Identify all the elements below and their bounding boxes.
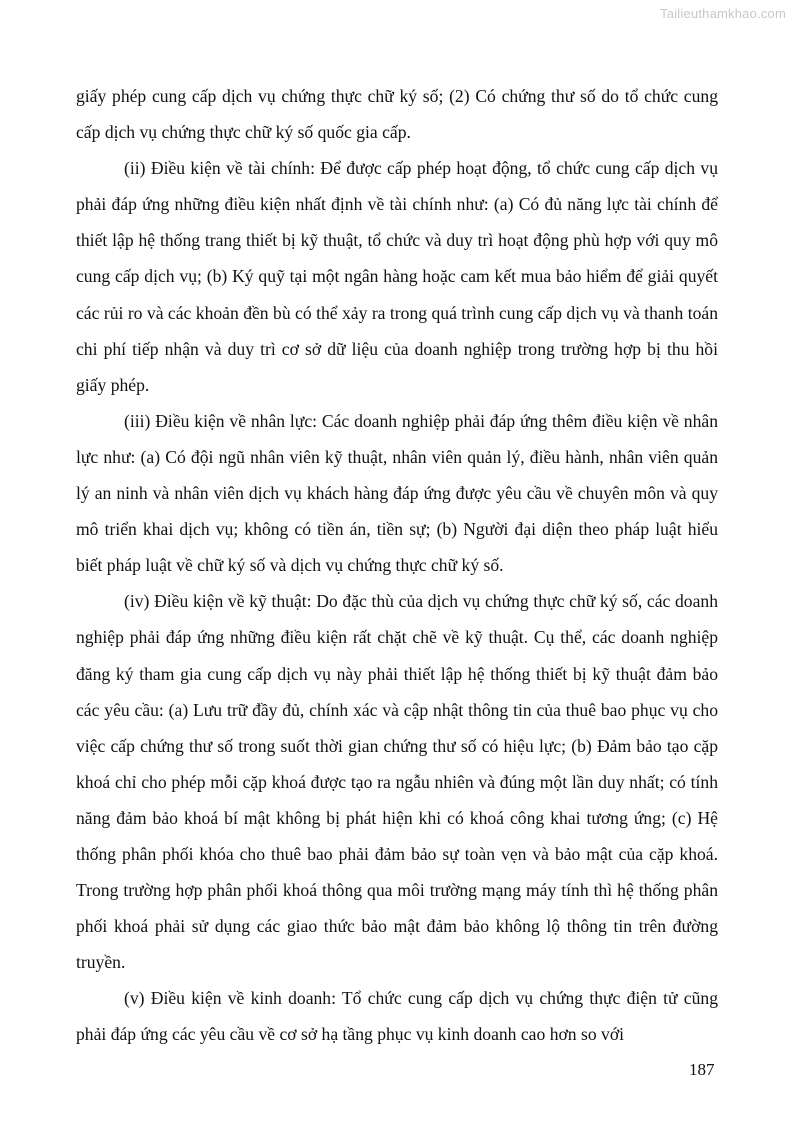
watermark-text: Tailieuthamkhao.com [660,6,786,21]
paragraph-business-conditions: (v) Điều kiện về kinh doanh: Tổ chức cung cấp dịch vụ chứng thực điện tử cũng phải đáp ứng các yêu cầu về cơ sở hạ tầng phục vụ kinh doanh cao hơn so với [76,988,718,1045]
page-number: 187 [689,1060,715,1079]
paragraph-financial-conditions: (ii) Điều kiện về tài chính: Để được cấp phép hoạt động, tổ chức cung cấp dịch vụ phải đáp ứng những điều kiện nhất định về tài chính như: (a) Có đủ năng lực tài chính để thiết lập hệ thống trang thiết bị kỹ thuật, tổ chức và duy trì hoạt động phù hợp với quy mô cung cấp dịch vụ; (b) Ký quỹ tại một ngân hàng hoặc cam kết mua bảo hiểm để giải quyết các rủi ro và các khoản đền bù có thể xảy ra trong quá trình cung cấp dịch vụ và thanh toán chi phí tiếp nhận và duy trì cơ sở dữ liệu của doanh nghiệp trong trường hợp bị thu hồi giấy phép. [76,158,718,395]
paragraph-technical-conditions: (iv) Điều kiện về kỹ thuật: Do đặc thù của dịch vụ chứng thực chữ ký số, các doanh nghiệp phải đáp ứng những điều kiện rất chặt chẽ về kỹ thuật. Cụ thể, các doanh nghiệp đăng ký tham gia cung cấp dịch vụ này phải thiết lập hệ thống thiết bị kỹ thuật đảm bảo các yêu cầu: (a) Lưu trữ đầy đủ, chính xác và cập nhật thông tin của thuê bao phục vụ cho việc cấp chứng thư số trong suốt thời gian chứng thư số có hiệu lực; (b) Đảm bảo tạo cặp khoá chỉ cho phép mỗi cặp khoá được tạo ra ngẫu nhiên và đúng một lần duy nhất; có tính năng đảm bảo khoá bí mật không bị phát hiện khi có khoá công khai tương ứng; (c) Hệ thống phân phối khóa cho thuê bao phải đảm bảo sự toàn vẹn và bảo mật của cặp khoá. Trong trường hợp phân phối khoá thông qua môi trường mạng máy tính thì hệ thống phân phối khoá phải sử dụng các giao thức bảo mật đảm bảo không lộ thông tin trên đường truyền. [76,591,718,973]
paragraph-personnel-conditions: (iii) Điều kiện về nhân lực: Các doanh nghiệp phải đáp ứng thêm điều kiện về nhân lực như: (a) Có đội ngũ nhân viên kỹ thuật, nhân viên quản lý, điều hành, nhân viên quản lý an ninh và nhân viên dịch vụ khách hàng đáp ứng được yêu cầu về chuyên môn và quy mô triển khai dịch vụ; không có tiền án, tiền sự; (b) Người đại diện theo pháp luật hiểu biết pháp luật về chữ ký số và dịch vụ chứng thực chữ ký số. [76,410,718,576]
document-body [76,78,718,1053]
paragraph-continuation: giấy phép cung cấp dịch vụ chứng thực chữ ký số; (2) Có chứng thư số do tổ chức cung cấp dịch vụ chứng thực chữ ký số quốc gia cấp. [76,86,718,143]
